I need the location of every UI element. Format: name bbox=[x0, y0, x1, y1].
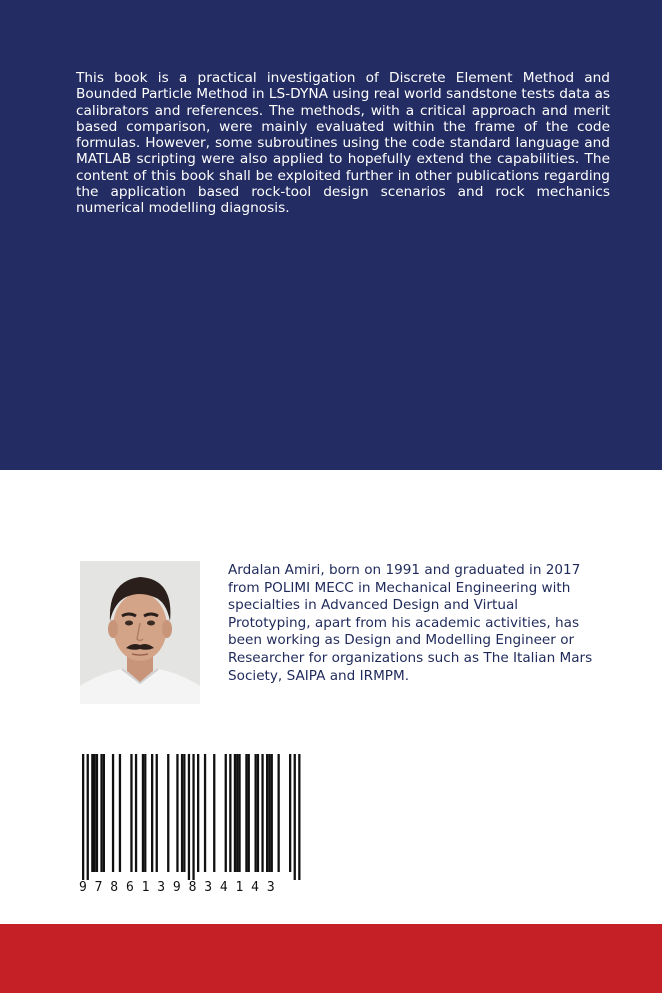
barcode-bar bbox=[87, 754, 89, 880]
book-description: This book is a practical investigation of Discrete Element Method and Bounded Particle Method in LS-DYNA using real world sandstone tests data as calibrators and references. The methods, with a critical approach and merit based comparison, were mainly evaluated within the frame of the code formulas. However, some subroutines using the code standard language and MATLAB scripting were also applied to hopefully extend the capabilities. The content of this book shall be exploited further in other publications regarding the application based rock-tool design scenarios and rock mechanics numerical modelling diagnosis. bbox=[76, 70, 610, 217]
barcode-bar bbox=[130, 754, 132, 872]
barcode-bar bbox=[91, 754, 93, 872]
barcode-bar bbox=[298, 754, 300, 880]
barcode-bar bbox=[144, 754, 146, 872]
barcode-bar bbox=[245, 754, 247, 872]
barcode-bar bbox=[289, 754, 291, 872]
barcode-bar bbox=[135, 754, 137, 872]
barcode-bar bbox=[225, 754, 227, 872]
barcode-bar bbox=[119, 754, 121, 872]
barcode-bar bbox=[204, 754, 206, 872]
barcode-bar bbox=[278, 754, 280, 872]
barcode-bar bbox=[103, 754, 105, 872]
back-cover-top-band bbox=[0, 0, 662, 470]
barcode-bar bbox=[248, 754, 250, 872]
barcode-bar bbox=[294, 754, 296, 880]
barcode-bar bbox=[234, 754, 236, 872]
barcode-bar bbox=[213, 754, 215, 872]
back-cover-bottom-band bbox=[0, 924, 662, 993]
author-biography: Ardalan Amiri, born on 1991 and graduated in 2017 from POLIMI MECC in Mechanical Engineering with specialties in Advanced Design and Virtual Prototyping, apart from his academic activities, has been working as Design and Modelling Engineer or Researcher for organizations such as The Italian Mars Society, SAIPA and IRMPM. bbox=[228, 562, 593, 684]
barcode-bar bbox=[257, 754, 259, 872]
barcode-bar bbox=[176, 754, 178, 872]
barcode-bar bbox=[188, 754, 190, 880]
isbn-barcode bbox=[76, 752, 308, 894]
author-photo bbox=[80, 561, 200, 704]
barcode-bar bbox=[100, 754, 102, 872]
barcode-bar bbox=[261, 754, 263, 872]
barcode-bar bbox=[156, 754, 158, 872]
barcode-bar bbox=[151, 754, 153, 872]
barcode-bar bbox=[192, 754, 194, 880]
barcode-bar bbox=[266, 754, 268, 872]
barcode-bar bbox=[94, 754, 96, 872]
barcode-bar bbox=[142, 754, 144, 872]
barcode-bar bbox=[183, 754, 185, 872]
barcode-bar bbox=[268, 754, 270, 872]
barcode-bar bbox=[197, 754, 199, 872]
barcode-bar bbox=[236, 754, 238, 872]
barcode-bar bbox=[167, 754, 169, 872]
isbn-number: 9 7 8 6 1 3 9 8 3 4 1 4 3 bbox=[79, 880, 275, 894]
barcode-bar bbox=[255, 754, 257, 872]
barcode-bar bbox=[96, 754, 98, 872]
barcode-bar bbox=[112, 754, 114, 872]
barcode-bar bbox=[229, 754, 231, 872]
barcode-bar bbox=[181, 754, 183, 872]
barcode-bar bbox=[238, 754, 240, 872]
barcode-bar bbox=[271, 754, 273, 872]
barcode-bar bbox=[82, 754, 84, 880]
